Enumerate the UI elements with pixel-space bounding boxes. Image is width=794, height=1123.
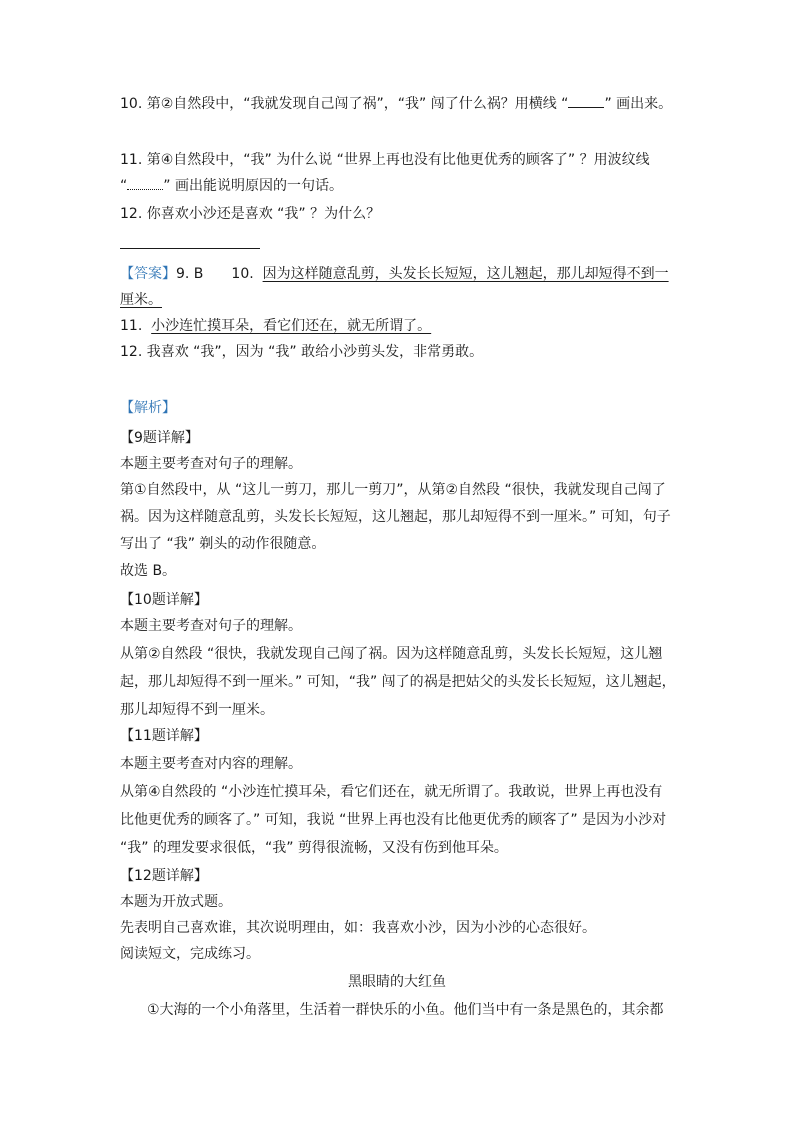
- answer-label: 【答案】: [120, 266, 176, 282]
- analysis-line: 祸。因为这样随意乱剪，头发长长短短，这儿翘起，那儿却短得不到一厘米。” 可知，句子: [120, 509, 671, 525]
- answer-11: 11. 小沙连忙摸耳朵，看它们还在，就无所谓了。: [120, 318, 432, 334]
- analysis-line: 阅读短文，完成练习。: [120, 946, 260, 962]
- analysis-line: 故选 B。: [120, 563, 177, 579]
- answer-10-text: 因为这样随意乱剪，头发长长短短，这儿翘起，那儿却短得不到一: [262, 266, 669, 282]
- analysis-line: 本题主要考查对内容的理解。: [120, 756, 302, 772]
- analysis-line: 从第②自然段 “很快，我就发现自己闯了祸。因为这样随意乱剪，头发长长短短，这儿翘: [120, 646, 663, 662]
- analysis-line: 【11题详解】: [120, 728, 208, 744]
- answer-12: 12. 我喜欢 “我”，因为 “我” 敢给小沙剪头发，非常勇敢。: [120, 344, 484, 360]
- answer-10-number: 10.: [231, 266, 254, 282]
- answer-10-text-cont: 厘米。: [120, 292, 162, 308]
- question-12: 12. 你喜欢小沙还是喜欢 “我” ？为什么？: [120, 206, 381, 222]
- question-11-line2: “ ” 画出能说明原因的一句话。: [120, 178, 343, 194]
- analysis-line: 本题主要考查对句子的理解。: [120, 456, 302, 472]
- analysis-label: 【解析】: [120, 400, 176, 416]
- answer-blank-line: [120, 248, 260, 249]
- answer-9: 9. B: [176, 266, 204, 282]
- analysis-line: 写出了 “我” 剃头的动作很随意。: [120, 536, 326, 552]
- analysis-line: 【10题详解】: [120, 592, 208, 608]
- question-10: 10. 第②自然段中，“我就发现自己闯了祸”，“我” 闯了什么祸？用横线 “ ” 画出来。: [120, 96, 673, 112]
- analysis-line: 那儿却短得不到一厘米。: [120, 702, 274, 718]
- analysis-line: 本题主要考查对句子的理解。: [120, 618, 302, 634]
- question-11-line1: 11. 第④自然段中，“我” 为什么说 “世界上再也没有比他更优秀的顾客了” ？用波纹线: [120, 152, 650, 168]
- analysis-line: 第①自然段中，从 “这儿一剪刀，那儿一剪刀”，从第②自然段 “很快，我就发现自己闯了: [120, 482, 666, 498]
- analysis-line: 本题为开放式题。: [120, 894, 232, 910]
- analysis-line: “我” 的理发要求很低，“我” 剪得很流畅，又没有伤到他耳朵。: [120, 840, 508, 856]
- analysis-line: 从第④自然段的 “小沙连忙摸耳朵，看它们还在，就无所谓了。我敢说，世界上再也没有: [120, 784, 663, 800]
- wavy-line-sample: [127, 179, 163, 190]
- answer-line-1: [120, 264, 669, 284]
- analysis-line: 【9题详解】: [120, 430, 199, 446]
- underline-sample: [568, 95, 604, 108]
- analysis-line: 比他更优秀的顾客了。” 可知，我说 “世界上再也没有比他更优秀的顾客了” 是因为小沙对: [120, 812, 667, 828]
- story-title: 黑眼睛的大红鱼: [348, 974, 446, 990]
- story-paragraph-1: ①大海的一个小角落里，生活着一群快乐的小鱼。他们当中有一条是黑色的，其余都: [147, 1002, 664, 1018]
- analysis-line: 先表明自己喜欢谁，其次说明理由，如：我喜欢小沙，因为小沙的心态很好。: [120, 920, 596, 936]
- analysis-line: 【12题详解】: [120, 868, 208, 884]
- analysis-line: 起，那儿却短得不到一厘米。” 可知，“我” 闯了的祸是把姑父的头发长长短短，这儿翘起，: [120, 674, 676, 690]
